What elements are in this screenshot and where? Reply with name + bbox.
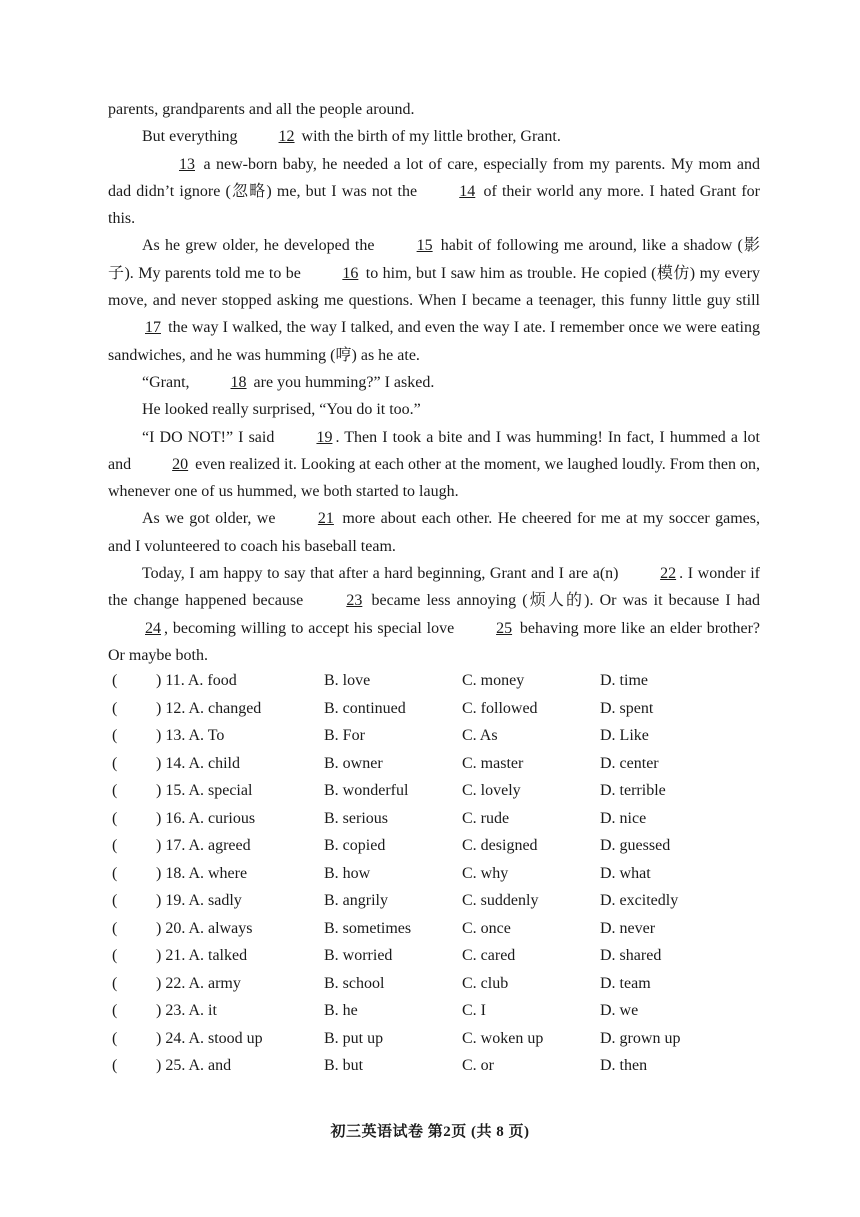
option-c: C. I bbox=[462, 1002, 486, 1019]
passage-text: became less annoying (烦人的). Or was it because I had bbox=[365, 592, 760, 610]
option-a: ) 24. A. stood up bbox=[156, 1029, 263, 1047]
option-a: ) 19. A. sadly bbox=[156, 892, 242, 909]
option-d: D. excitedly bbox=[600, 892, 679, 909]
blank-number: 22 bbox=[660, 565, 677, 583]
passage-text: But everything bbox=[142, 128, 242, 146]
option-c: C. rude bbox=[462, 809, 510, 827]
passage-paragraph bbox=[108, 232, 760, 368]
option-c: C. woken up bbox=[462, 1029, 544, 1047]
answer-paren: ( bbox=[112, 782, 118, 799]
option-c: C. followed bbox=[462, 699, 538, 717]
passage-text: . Then I took a bite and I was humming! In fact, I hummed a lot and bbox=[108, 428, 761, 473]
passage-text: to him, but I saw him as trouble. He copied (模仿) my every move, and never stopped asking me questions. When I became a teenager, this funny little guy still bbox=[108, 264, 760, 310]
passage-text: even realized it. Looking at each other at the moment, we laughed loudly. From then on, whenever one of us hummed, we both started to laugh. bbox=[108, 455, 760, 501]
passage-text: of their world any more. I hated Grant for this. bbox=[108, 182, 761, 228]
option-c: C. As bbox=[462, 727, 498, 744]
option-b: B. copied bbox=[324, 837, 386, 854]
question-row bbox=[112, 915, 762, 943]
passage-paragraph bbox=[108, 369, 760, 396]
blank-number: 25 bbox=[496, 619, 513, 637]
passage-text: As we got older, we bbox=[142, 510, 281, 528]
option-c: C. designed bbox=[462, 837, 538, 854]
option-c: C. money bbox=[462, 672, 525, 689]
option-d: D. time bbox=[600, 672, 648, 689]
answer-paren: ( bbox=[112, 1057, 118, 1074]
blank-number: 24 bbox=[145, 619, 161, 637]
blank-number: 21 bbox=[317, 510, 334, 528]
question-row bbox=[112, 1025, 762, 1053]
blank-number: 20 bbox=[172, 455, 189, 473]
question-row bbox=[112, 887, 762, 915]
question-row bbox=[112, 970, 762, 998]
option-d: D. Like bbox=[600, 727, 649, 744]
option-a: ) 15. A. special bbox=[156, 782, 253, 799]
passage-paragraph bbox=[108, 96, 760, 123]
passage-paragraph bbox=[108, 505, 760, 560]
option-d: D. spent bbox=[600, 699, 654, 717]
option-a: ) 21. A. talked bbox=[156, 947, 248, 964]
option-d: D. grown up bbox=[600, 1029, 681, 1047]
answer-paren: ( bbox=[112, 1002, 118, 1019]
answer-paren: ( bbox=[112, 672, 118, 689]
answer-paren: ( bbox=[112, 864, 118, 882]
passage-text: with the birth of my little brother, Grant. bbox=[297, 128, 561, 146]
question-row bbox=[112, 777, 762, 805]
answer-paren: ( bbox=[112, 892, 118, 909]
option-c: C. master bbox=[462, 754, 524, 772]
option-b: B. he bbox=[324, 1002, 358, 1019]
option-d: D. terrible bbox=[600, 782, 666, 799]
option-a: ) 16. A. curious bbox=[156, 809, 256, 827]
option-d: D. we bbox=[600, 1002, 639, 1019]
question-row bbox=[112, 860, 762, 888]
option-a: ) 13. A. To bbox=[156, 727, 225, 744]
option-d: D. team bbox=[600, 974, 651, 992]
passage-paragraph bbox=[108, 151, 760, 233]
answer-paren: ( bbox=[112, 809, 118, 827]
option-a: ) 14. A. child bbox=[156, 754, 240, 772]
option-d: D. guessed bbox=[600, 837, 671, 854]
option-b: B. owner bbox=[324, 754, 383, 772]
answer-paren: ( bbox=[112, 727, 118, 744]
option-d: D. center bbox=[600, 754, 659, 772]
passage-text: the way I walked, the way I talked, and even the way I ate. I remember once we were eating sandwiches, and he was humming (哼) as he ate. bbox=[108, 319, 760, 364]
option-a: ) 22. A. army bbox=[156, 974, 241, 992]
option-c: C. cared bbox=[462, 947, 516, 964]
question-row bbox=[112, 722, 762, 750]
option-a: ) 20. A. always bbox=[156, 919, 253, 937]
option-a: ) 23. A. it bbox=[156, 1002, 217, 1019]
answer-paren: ( bbox=[112, 919, 118, 937]
option-c: C. or bbox=[462, 1057, 494, 1074]
passage-text: a new-born baby, he needed a lot of care, especially from my parents. My mom and dad didn’t ignore (忽略) me, but I was not the bbox=[108, 155, 760, 200]
passage-paragraph bbox=[108, 424, 760, 506]
blank-number: 14 bbox=[459, 182, 476, 200]
blank-number: 19 bbox=[316, 428, 333, 446]
blank-number: 17 bbox=[145, 319, 161, 337]
option-a: ) 17. A. agreed bbox=[156, 837, 251, 854]
option-b: B. angrily bbox=[324, 892, 388, 909]
passage-text: are you humming?” I asked. bbox=[249, 373, 435, 391]
option-b: B. serious bbox=[324, 809, 388, 827]
answer-paren: ( bbox=[112, 947, 118, 964]
option-a: ) 12. A. changed bbox=[156, 699, 262, 717]
option-b: B. For bbox=[324, 727, 365, 744]
answer-paren: ( bbox=[112, 974, 118, 992]
option-b: B. school bbox=[324, 974, 385, 992]
question-row bbox=[112, 667, 762, 695]
answer-options bbox=[112, 667, 762, 1080]
passage-text: As he grew older, he developed the bbox=[142, 237, 380, 255]
passage-text: Today, I am happy to say that after a hard beginning, Grant and I are a(n) bbox=[142, 565, 624, 583]
answer-paren: ( bbox=[112, 837, 118, 854]
passage-paragraph bbox=[108, 396, 760, 423]
passage-text: behaving more like an elder brother? Or maybe both. bbox=[108, 619, 760, 664]
passage-text: “I DO NOT!” I said bbox=[142, 428, 280, 446]
option-b: B. put up bbox=[324, 1029, 384, 1047]
option-c: C. why bbox=[462, 864, 509, 882]
option-d: D. never bbox=[600, 919, 656, 937]
blank-number: 12 bbox=[278, 128, 295, 146]
blank-number: 23 bbox=[346, 592, 363, 610]
passage-text: He looked really surprised, “You do it too.” bbox=[142, 401, 421, 419]
option-a: ) 11. A. food bbox=[156, 672, 237, 689]
passage-text: habit of following me around, like a shadow (影子). My parents told me to be bbox=[108, 237, 761, 282]
option-d: D. then bbox=[600, 1057, 648, 1074]
option-b: B. love bbox=[324, 672, 371, 689]
question-row bbox=[112, 695, 762, 723]
question-row bbox=[112, 805, 762, 833]
question-row bbox=[112, 1052, 762, 1080]
blank-number: 16 bbox=[342, 264, 359, 282]
question-row bbox=[112, 832, 762, 860]
passage-text: . I wonder if the change happened because bbox=[108, 565, 761, 610]
option-d: D. nice bbox=[600, 809, 647, 827]
passage-text: “Grant, bbox=[142, 373, 194, 391]
option-a: ) 25. A. and bbox=[156, 1057, 232, 1074]
passage-text: parents, grandparents and all the people around. bbox=[108, 101, 415, 118]
passage-text: more about each other. He cheered for me at my soccer games, and I volunteered to coach his baseball team. bbox=[108, 510, 760, 555]
option-b: B. but bbox=[324, 1057, 364, 1074]
answer-paren: ( bbox=[112, 699, 118, 717]
passage-paragraph bbox=[108, 560, 760, 669]
option-c: C. suddenly bbox=[462, 892, 539, 909]
passage-paragraph bbox=[108, 123, 760, 150]
option-a: ) 18. A. where bbox=[156, 864, 248, 882]
option-b: B. how bbox=[324, 864, 371, 882]
question-row bbox=[112, 942, 762, 970]
question-row bbox=[112, 997, 762, 1025]
blank-number: 18 bbox=[230, 373, 247, 391]
option-c: C. club bbox=[462, 974, 509, 992]
blank-number: 15 bbox=[416, 237, 433, 255]
option-b: B. sometimes bbox=[324, 919, 412, 937]
option-c: C. lovely bbox=[462, 782, 521, 799]
answer-paren: ( bbox=[112, 754, 118, 772]
option-d: D. shared bbox=[600, 947, 662, 964]
option-b: B. continued bbox=[324, 699, 406, 717]
option-b: B. worried bbox=[324, 947, 393, 964]
page-footer: 初三英语试卷 第2页 (共 8 页) bbox=[330, 1124, 530, 1140]
option-c: C. once bbox=[462, 919, 511, 937]
passage-text: , becoming willing to accept his special love bbox=[164, 619, 460, 637]
cloze-passage bbox=[108, 96, 760, 669]
option-d: D. what bbox=[600, 864, 651, 882]
blank-number: 13 bbox=[179, 155, 195, 173]
option-b: B. wonderful bbox=[324, 782, 409, 799]
question-row bbox=[112, 750, 762, 778]
answer-paren: ( bbox=[112, 1029, 118, 1047]
